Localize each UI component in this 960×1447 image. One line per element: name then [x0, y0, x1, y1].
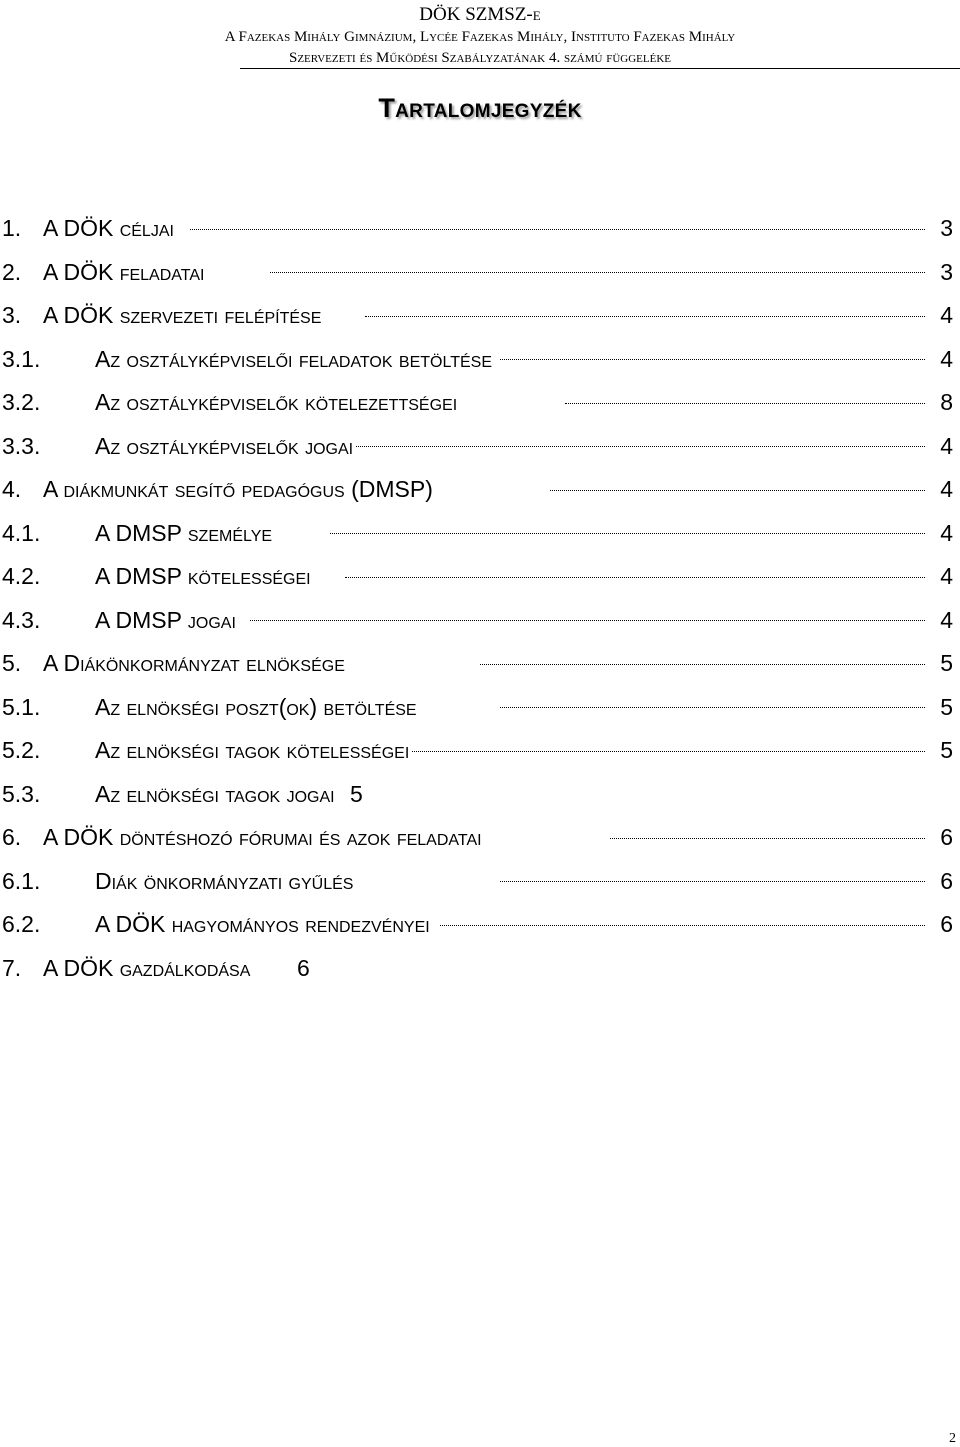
toc-entry[interactable] — [0, 294, 958, 338]
toc-entry-page: 5 — [350, 780, 363, 807]
toc-entry[interactable] — [0, 686, 958, 730]
toc-entry-page: 5 — [940, 650, 953, 677]
toc-dot-leader — [335, 446, 925, 447]
toc-entry[interactable] — [0, 425, 958, 469]
toc-dot-leader — [440, 925, 925, 926]
toc-entry[interactable] — [0, 207, 958, 251]
toc-entry-title: A DMSP kötelességei — [95, 563, 311, 590]
toc-entry-number: 4.1. — [2, 519, 41, 546]
toc-entry-number: 3.3. — [2, 432, 41, 459]
toc-entry[interactable] — [0, 338, 958, 382]
toc-entry-number: 6.2. — [2, 911, 41, 938]
toc-entry[interactable] — [0, 468, 958, 512]
toc-entry[interactable] — [0, 903, 958, 947]
toc-entry-page: 4 — [940, 563, 953, 590]
toc-dot-leader — [500, 707, 925, 708]
toc-entry-number: 6. — [2, 824, 22, 851]
document-header — [0, 4, 960, 68]
toc-entry-title: Az elnökségi tagok jogai — [95, 780, 335, 807]
toc-entry-page: 3 — [940, 258, 953, 285]
page-title: Tartalomjegyzék — [378, 93, 582, 123]
toc-entry-title: Az osztályképviselők jogai — [95, 432, 354, 459]
toc-entry-page: 8 — [940, 389, 953, 416]
toc-entry[interactable] — [0, 773, 958, 817]
toc-entry[interactable] — [0, 729, 958, 773]
toc-dot-leader — [550, 490, 925, 491]
toc-entry-number: 5.1. — [2, 693, 41, 720]
toc-entry-title: A DÖK céljai — [43, 215, 174, 242]
toc-entry-title: Az osztályképviselői feladatok betöltése — [95, 345, 492, 372]
table-of-contents — [0, 207, 958, 990]
toc-entry[interactable] — [0, 816, 958, 860]
header-school: A Fazekas Mihály Gimnázium, Lycée Fazekas Mihály, Instituto Fazekas Mihály — [224, 29, 736, 45]
toc-entry-title: Diák önkormányzati gyűlés — [95, 867, 354, 894]
header-title: DÖK SZMSZ-e — [419, 4, 541, 25]
toc-entry-number: 5.2. — [2, 737, 41, 764]
toc-dot-leader — [500, 881, 925, 882]
header-subtitle: Szervezeti és Működési Szabályzatának 4. számú függeléke — [289, 50, 671, 66]
toc-dot-leader — [250, 620, 925, 621]
toc-entry-number: 4.2. — [2, 563, 41, 590]
toc-dot-leader — [270, 272, 925, 273]
toc-entry-title: A DÖK szervezeti felépítése — [43, 302, 322, 329]
toc-entry-number: 2. — [2, 258, 22, 285]
toc-entry-number: 6.1. — [2, 867, 41, 894]
toc-entry-number: 4.3. — [2, 606, 41, 633]
toc-entry-number: 7. — [2, 954, 22, 981]
toc-entry-number: 3.2. — [2, 389, 41, 416]
toc-dot-leader — [365, 316, 925, 317]
toc-entry[interactable] — [0, 251, 958, 295]
toc-entry-title: A diákmunkát segítő pedagógus (DMSP) — [43, 476, 433, 503]
toc-entry-title: A DÖK döntéshozó fórumai és azok feladatai — [43, 824, 482, 851]
toc-entry-page: 6 — [940, 911, 953, 938]
toc-entry[interactable] — [0, 860, 958, 904]
toc-entry-title: Az elnökségi tagok kötelességei — [95, 737, 410, 764]
toc-entry-page: 4 — [940, 345, 953, 372]
toc-entry-title: Az elnökségi poszt(ok) betöltése — [95, 693, 417, 720]
toc-dot-leader — [565, 403, 925, 404]
page-number: 2 — [949, 1431, 956, 1446]
toc-dot-leader — [610, 838, 925, 839]
toc-entry-page: 6 — [297, 954, 310, 981]
toc-entry-number: 5.3. — [2, 780, 41, 807]
toc-entry-title: A DÖK feladatai — [43, 258, 205, 285]
toc-entry-title: A DMSP jogai — [95, 606, 236, 633]
toc-entry-page: 5 — [940, 737, 953, 764]
header-rule — [240, 68, 960, 69]
toc-entry[interactable] — [0, 512, 958, 556]
toc-entry-number: 3.1. — [2, 345, 41, 372]
toc-entry[interactable] — [0, 381, 958, 425]
toc-dot-leader — [500, 359, 925, 360]
toc-entry[interactable] — [0, 947, 958, 991]
toc-dot-leader — [345, 577, 925, 578]
toc-dot-leader — [190, 229, 925, 230]
toc-entry-page: 4 — [940, 432, 953, 459]
toc-entry-title: A DÖK hagyományos rendezvényei — [95, 911, 430, 938]
toc-entry-page: 6 — [940, 824, 953, 851]
toc-entry-number: 3. — [2, 302, 22, 329]
toc-entry[interactable] — [0, 599, 958, 643]
toc-entry-number: 5. — [2, 650, 22, 677]
toc-entry-number: 4. — [2, 476, 22, 503]
toc-entry-page: 4 — [940, 519, 953, 546]
toc-entry[interactable] — [0, 642, 958, 686]
toc-entry-page: 3 — [940, 215, 953, 242]
toc-entry-title: A DMSP személye — [95, 519, 273, 546]
toc-entry-page: 4 — [940, 476, 953, 503]
toc-entry-title: A Diákönkormányzat elnöksége — [43, 650, 345, 677]
toc-entry-page: 4 — [940, 302, 953, 329]
toc-dot-leader — [410, 751, 925, 752]
toc-entry-number: 1. — [2, 215, 22, 242]
toc-dot-leader — [330, 533, 925, 534]
toc-entry[interactable] — [0, 555, 958, 599]
toc-entry-page: 6 — [940, 867, 953, 894]
toc-entry-title: Az osztályképviselők kötelezettségei — [95, 389, 458, 416]
toc-entry-page: 5 — [940, 693, 953, 720]
toc-entry-title: A DÖK gazdálkodása — [43, 954, 251, 981]
toc-entry-page: 4 — [940, 606, 953, 633]
toc-dot-leader — [480, 664, 925, 665]
